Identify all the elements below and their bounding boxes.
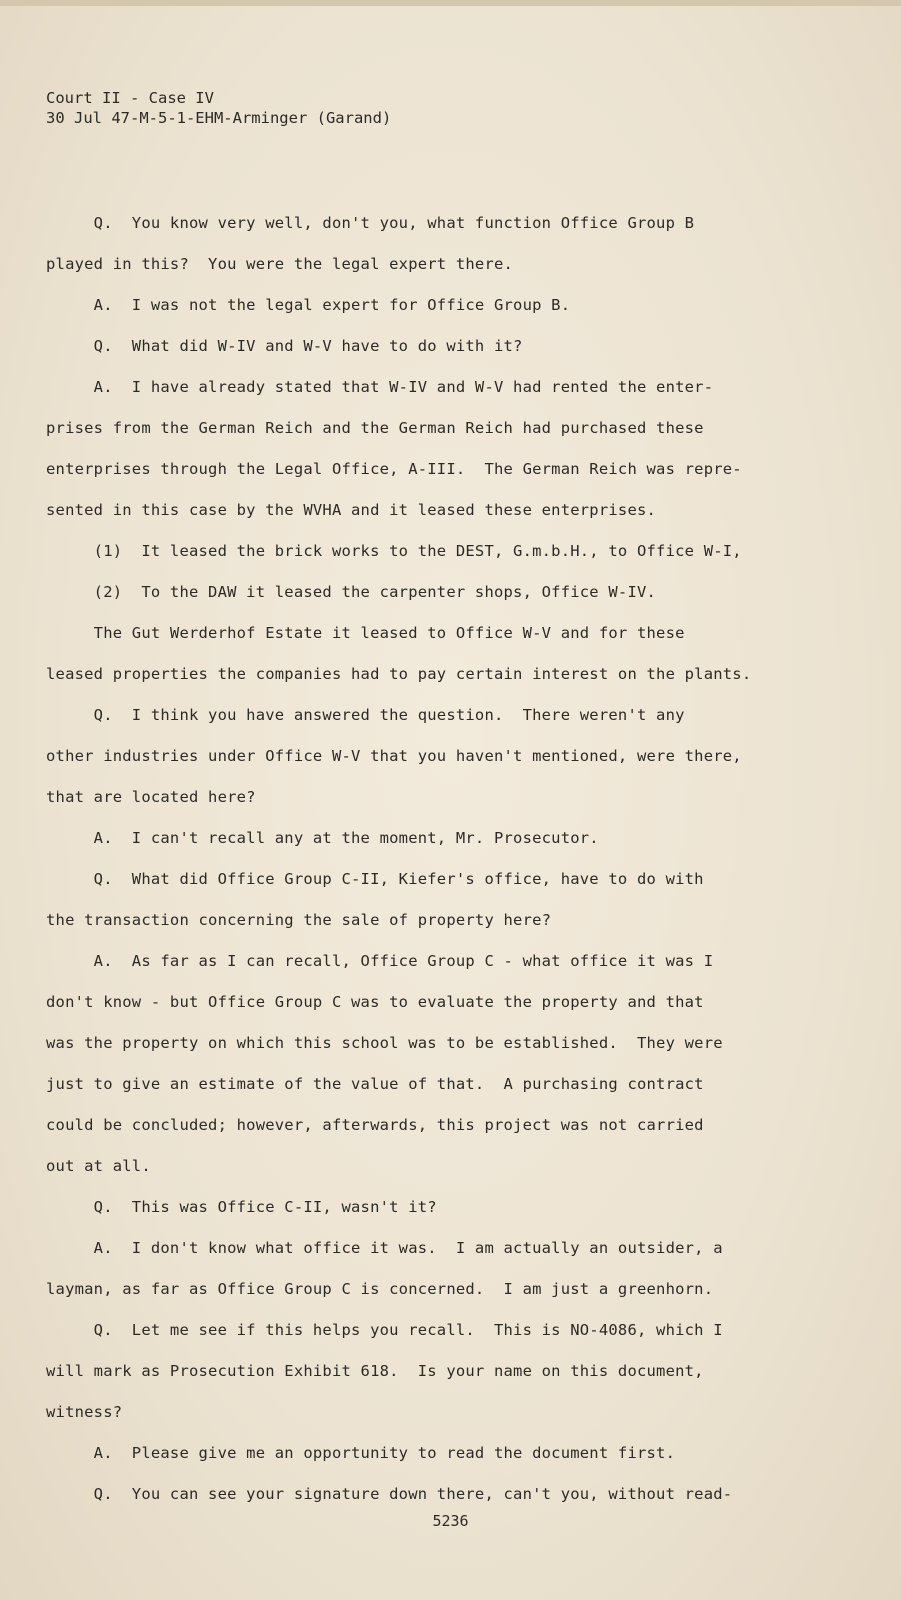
transcript-line: Q. Let me see if this helps you recall. This is NO-4086, which I (46, 1321, 723, 1339)
transcript-line: witness? (46, 1403, 123, 1421)
header-court-case: Court II - Case IV (46, 89, 214, 107)
transcript-line: A. I have already stated that W-IV and W-V had rented the enter- (46, 378, 714, 396)
transcript-line: (1) It leased the brick works to the DEST, G.m.b.H., to Office W-I, (46, 542, 742, 560)
transcript-line: prises from the German Reich and the German Reich had purchased these (46, 419, 704, 437)
transcript-line: The Gut Werderhof Estate it leased to Office W-V and for these (46, 624, 685, 642)
transcript-line: could be concluded; however, afterwards, this project was not carried (46, 1116, 704, 1134)
transcript-line: was the property on which this school was to be established. They were (46, 1034, 723, 1052)
transcript-line: layman, as far as Office Group C is concerned. I am just a greenhorn. (46, 1280, 714, 1298)
transcript-line: leased properties the companies had to pay certain interest on the plants. (46, 665, 752, 683)
transcript-line: other industries under Office W-V that you haven't mentioned, were there, (46, 747, 742, 765)
transcript-line: sented in this case by the WVHA and it leased these enterprises. (46, 501, 657, 519)
transcript-line: that are located here? (46, 788, 256, 806)
transcript-line: Q. This was Office C-II, wasn't it? (46, 1198, 437, 1216)
transcript-line: A. As far as I can recall, Office Group C - what office it was I (46, 952, 714, 970)
transcript-line: Q. What did Office Group C-II, Kiefer's office, have to do with (46, 870, 704, 888)
transcript-line: Q. I think you have answered the question. There weren't any (46, 706, 685, 724)
transcript-line: played in this? You were the legal expert there. (46, 255, 514, 273)
transcript-line: will mark as Prosecution Exhibit 618. Is your name on this document, (46, 1362, 704, 1380)
page-number: 5236 (432, 1512, 469, 1530)
document-header (46, 88, 391, 128)
transcript-line: Q. You know very well, don't you, what function Office Group B (46, 214, 695, 232)
transcript-body (46, 208, 866, 1520)
transcript-line: out at all. (46, 1157, 151, 1175)
transcript-line: enterprises through the Legal Office, A-III. The German Reich was repre- (46, 460, 742, 478)
transcript-line: A. I don't know what office it was. I am actually an outsider, a (46, 1239, 723, 1257)
page-edge (0, 0, 901, 6)
header-date-reference: 30 Jul 47-M-5-1-EHM-Arminger (Garand) (46, 109, 392, 127)
transcript-line: (2) To the DAW it leased the carpenter shops, Office W-IV. (46, 583, 657, 601)
transcript-line: don't know - but Office Group C was to evaluate the property and that (46, 993, 704, 1011)
transcript-line: A. Please give me an opportunity to read the document first. (46, 1444, 676, 1462)
transcript-line: A. I can't recall any at the moment, Mr. Prosecutor. (46, 829, 599, 847)
transcript-line: the transaction concerning the sale of property here? (46, 911, 552, 929)
transcript-line: Q. You can see your signature down there, can't you, without read- (46, 1485, 733, 1503)
transcript-line: A. I was not the legal expert for Office Group B. (46, 296, 571, 314)
transcript-line: just to give an estimate of the value of that. A purchasing contract (46, 1075, 704, 1093)
transcript-line: Q. What did W-IV and W-V have to do with it? (46, 337, 523, 355)
